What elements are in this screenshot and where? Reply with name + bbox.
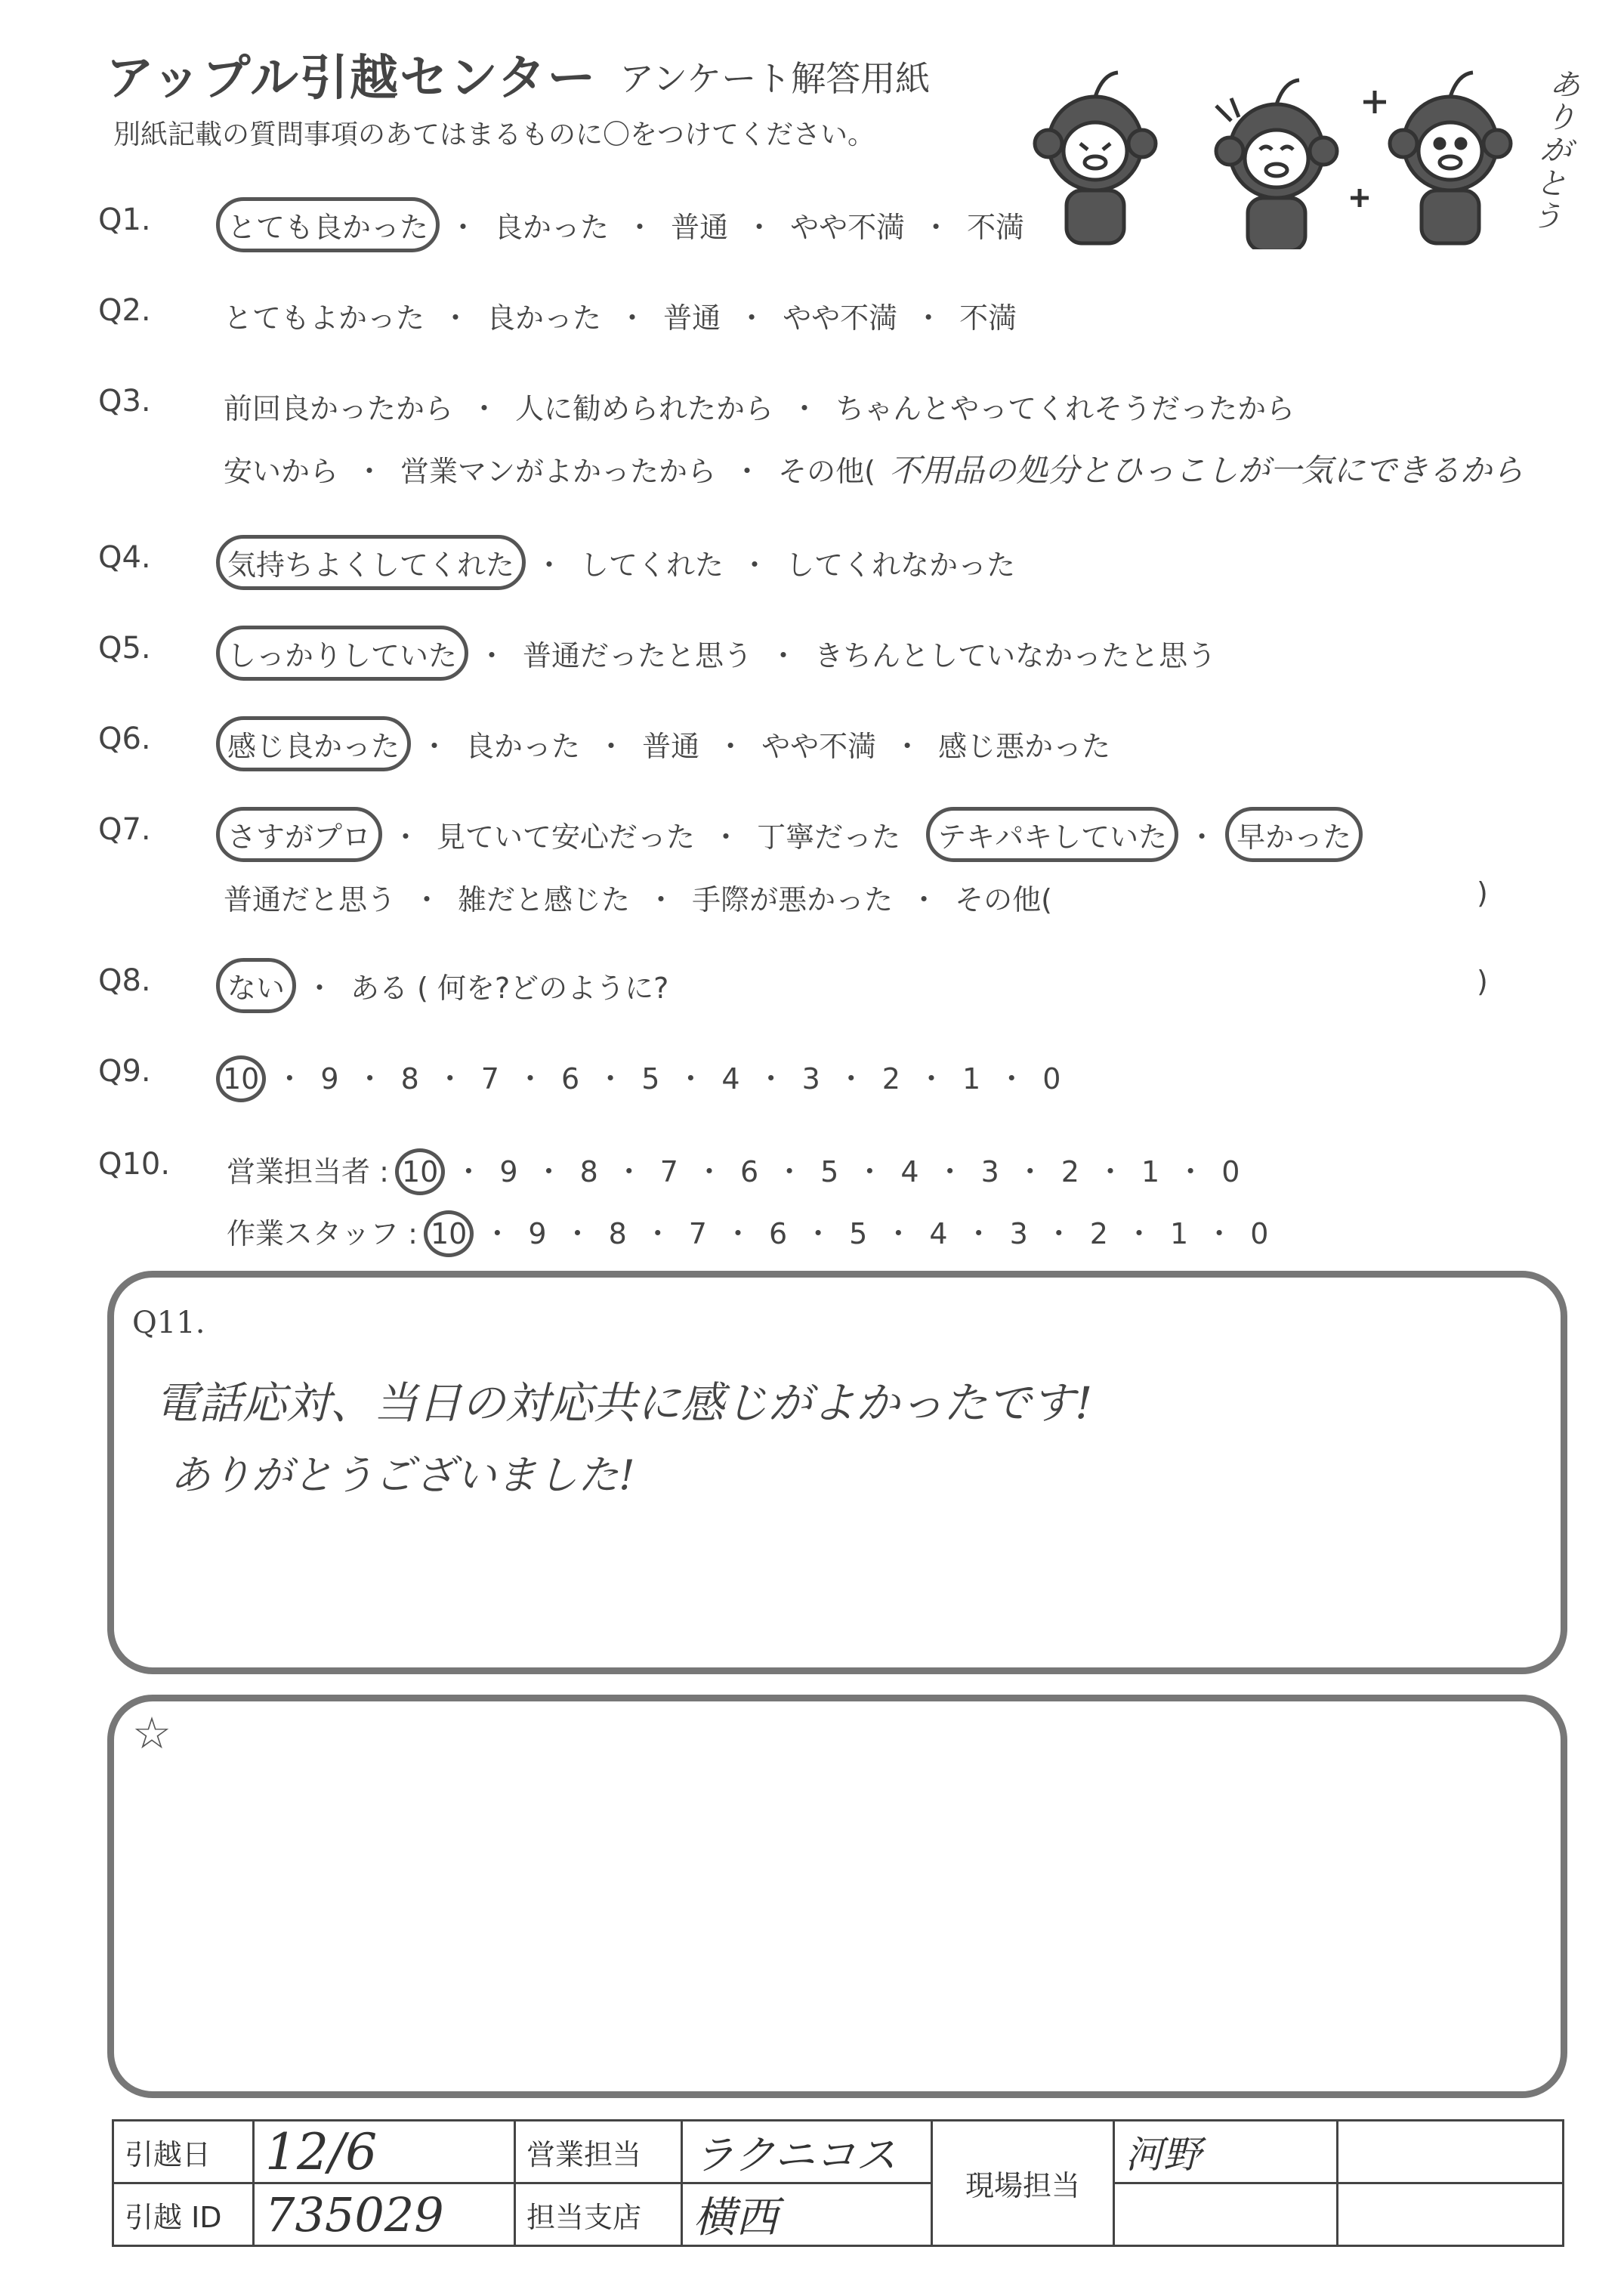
q10-label: Q10. xyxy=(98,1147,171,1182)
q10-staff-option[interactable]: 8 xyxy=(608,1217,627,1250)
q3-options-line2: 安いから ・ 営業マンがよかったから ・ その他( 不用品の処分とひっこしが一気にできるから xyxy=(219,446,1524,491)
q3-label: Q3. xyxy=(98,384,151,419)
footer-info-table xyxy=(112,2119,1564,2247)
q7-option[interactable]: 手際が悪かった xyxy=(692,883,894,916)
site-value-row2-extra[interactable] xyxy=(1338,2183,1564,2246)
q9-option[interactable]: 0 xyxy=(1042,1062,1061,1096)
move-id-handwritten: 735029 xyxy=(265,2186,444,2242)
sales-label: 営業担当 xyxy=(515,2121,682,2183)
move-id-value[interactable] xyxy=(254,2183,515,2246)
thanks-handwritten: ありがとう xyxy=(1529,66,1583,236)
q10-staff-option[interactable]: 10 xyxy=(424,1210,474,1257)
q7-other-label[interactable]: その他( xyxy=(955,883,1052,916)
q5-option[interactable]: 普通だったと思う xyxy=(523,639,753,672)
q9-options: 10 ・ 9 ・ 8 ・ 7 ・ 6 ・ 5 ・ 4 ・ 3 ・ 2 ・ 1 ・ 0 xyxy=(219,1055,1065,1097)
branch-handwritten: 横西 xyxy=(693,2193,778,2242)
q10-staff-row: 作業スタッフ : 10 ・ 9 ・ 8 ・ 7 ・ 6 ・ 5 ・ 4 ・ 3 ・ 2 ・ 1 ・ 0 xyxy=(227,1210,1273,1252)
q5-option[interactable]: しっかりしていた xyxy=(216,626,468,681)
q8-close: ) xyxy=(1477,965,1488,998)
q7-options-line2: 普通だと思う ・ 雑だと感じた ・ 手際が悪かった ・ その他( xyxy=(219,876,1057,918)
site-handwritten: 河野 xyxy=(1125,2133,1201,2177)
q7-options-line1: さすがプロ ・ 見ていて安心だった ・ 丁寧だった テキパキしていた ・ 早かった xyxy=(219,814,1360,855)
q10-sales-label: 営業担当者 : xyxy=(227,1155,389,1188)
form-title: アップル引越センター xyxy=(106,51,597,107)
q3-option[interactable]: 営業マンがよかったから xyxy=(400,455,717,488)
site-value[interactable] xyxy=(1114,2121,1338,2183)
monkey-mascots-illustration xyxy=(1027,53,1556,249)
q4-label: Q4. xyxy=(98,540,151,575)
q7-option[interactable]: テキパキしていた xyxy=(926,807,1178,862)
q4-option[interactable]: してくれなかった xyxy=(786,549,1016,582)
q10-sales-option[interactable]: 8 xyxy=(579,1155,598,1188)
q10-staff-option[interactable]: 6 xyxy=(768,1217,788,1250)
q9-option[interactable]: 4 xyxy=(721,1062,740,1096)
q9-label: Q9. xyxy=(98,1054,151,1089)
q10-staff-label: 作業スタッフ : xyxy=(227,1217,418,1250)
q7-option[interactable]: 見ていて安心だった xyxy=(437,820,696,854)
site-value-extra[interactable] xyxy=(1338,2121,1564,2183)
q3-options-line1: 前回良かったから ・ 人に勧められたから ・ ちゃんとやってくれそうだったから xyxy=(219,385,1299,427)
q10-sales-option[interactable]: 3 xyxy=(980,1155,999,1188)
move-id-label: 引越 ID xyxy=(113,2183,254,2246)
q2-option[interactable]: 普通 xyxy=(663,301,721,335)
q10-staff-option[interactable]: 9 xyxy=(528,1217,547,1250)
q7-other-close: ) xyxy=(1477,876,1488,910)
q7-option[interactable]: 早かった xyxy=(1225,807,1363,862)
q8-options: ない ・ ある ( 何を?どのように? xyxy=(219,965,673,1006)
branch-value[interactable] xyxy=(682,2183,932,2246)
q5-options: しっかりしていた ・ 普通だったと思う ・ きちんとしていなかったと思う xyxy=(219,632,1221,674)
q9-option[interactable]: 1 xyxy=(962,1062,981,1096)
q1-option[interactable]: とても良かった xyxy=(216,197,440,252)
q8-option[interactable]: ある ( 何を?どのように? xyxy=(350,972,669,1005)
q9-option[interactable]: 8 xyxy=(400,1062,419,1096)
q9-option[interactable]: 2 xyxy=(881,1062,900,1096)
q2-options: とてもよかった ・ 良かった ・ 普通 ・ やや不満 ・ 不満 xyxy=(219,295,1021,336)
q6-option[interactable]: 感じ悪かった xyxy=(938,730,1111,763)
q1-option[interactable]: 良かった xyxy=(494,211,610,244)
q2-option[interactable]: とてもよかった xyxy=(224,301,425,335)
q10-staff-option[interactable]: 2 xyxy=(1089,1217,1108,1250)
sales-handwritten: ラクニコス xyxy=(693,2131,897,2179)
instructions: 別紙記載の質問事項のあてはまるものに〇をつけてください。 xyxy=(113,119,875,150)
q1-option[interactable]: やや不満 xyxy=(790,211,906,244)
q3-option[interactable]: 人に勧められたから xyxy=(515,392,774,425)
q9-option[interactable]: 5 xyxy=(641,1062,660,1096)
q10-sales-row: 営業担当者 : 10 ・ 9 ・ 8 ・ 7 ・ 6 ・ 5 ・ 4 ・ 3 ・ 2 ・ 1 ・ 0 xyxy=(227,1148,1244,1190)
q10-staff-option[interactable]: 7 xyxy=(688,1217,707,1250)
sales-value[interactable] xyxy=(682,2121,932,2183)
q10-staff-option[interactable]: 5 xyxy=(849,1217,868,1250)
q10-sales-option[interactable]: 1 xyxy=(1141,1155,1160,1188)
q6-option[interactable]: 普通 xyxy=(642,730,700,763)
q10-sales-option[interactable]: 7 xyxy=(659,1155,678,1188)
q6-option[interactable]: 良かった xyxy=(465,730,581,763)
q10-sales-option[interactable]: 10 xyxy=(395,1148,445,1195)
q5-option[interactable]: きちんとしていなかったと思う xyxy=(814,639,1217,672)
move-date-label: 引越日 xyxy=(113,2121,254,2183)
q6-label: Q6. xyxy=(98,722,151,756)
site-label: 現場担当 xyxy=(932,2121,1114,2246)
q11-label: Q11. xyxy=(132,1306,205,1340)
q4-option[interactable]: してくれた xyxy=(580,549,724,582)
q1-options: とても良かった ・ 良かった ・ 普通 ・ やや不満 ・ 不満 xyxy=(219,204,1029,246)
q6-option[interactable]: やや不満 xyxy=(761,730,877,763)
star-icon: ☆ xyxy=(132,1707,171,1759)
branch-label: 担当支店 xyxy=(515,2183,682,2246)
q2-option[interactable]: 不満 xyxy=(959,301,1017,335)
q6-option[interactable]: 感じ良かった xyxy=(216,716,411,771)
q4-option[interactable]: 気持ちよくしてくれた xyxy=(216,535,526,590)
star-comment-box[interactable] xyxy=(107,1695,1567,2098)
q9-option[interactable]: 10 xyxy=(216,1055,266,1102)
q2-option[interactable]: やや不満 xyxy=(783,301,898,335)
q3-option[interactable]: 前回良かったから xyxy=(224,392,454,425)
q1-option[interactable]: 不満 xyxy=(967,211,1025,244)
q10-sales-option[interactable]: 6 xyxy=(739,1155,759,1188)
q2-label: Q2. xyxy=(98,293,151,328)
form-subtitle: アンケート解答用紙 xyxy=(619,58,931,99)
q8-label: Q8. xyxy=(98,963,151,998)
q9-option[interactable]: 3 xyxy=(801,1062,820,1096)
q3-other-handwritten[interactable]: 不用品の処分とひっこしが一気にできるから xyxy=(888,452,1524,489)
q9-option[interactable]: 6 xyxy=(560,1062,580,1096)
q1-label: Q1. xyxy=(98,202,151,237)
q11-comment-line1: 電話応対、当日の対応共に感じがよかったです! xyxy=(155,1377,1093,1429)
q10-sales-option[interactable]: 4 xyxy=(900,1155,919,1188)
q9-option[interactable]: 7 xyxy=(480,1062,499,1096)
q11-comment-line2: ありがとうございました! xyxy=(170,1451,635,1499)
q1-option[interactable]: 普通 xyxy=(671,211,729,244)
q10-sales-option[interactable]: 5 xyxy=(820,1155,839,1188)
q7-option[interactable]: 丁寧だった xyxy=(757,820,901,854)
q10-staff-option[interactable]: 1 xyxy=(1169,1217,1189,1250)
q10-staff-option[interactable]: 3 xyxy=(1009,1217,1028,1250)
q5-label: Q5. xyxy=(98,631,151,666)
move-date-handwritten: 12/6 xyxy=(265,2122,378,2181)
q10-sales-option[interactable]: 9 xyxy=(499,1155,518,1188)
q8-option[interactable]: ない xyxy=(216,958,296,1013)
q4-options: 気持ちよくしてくれた ・ してくれた ・ してくれなかった xyxy=(219,542,1020,583)
q7-option[interactable]: 普通だと思う xyxy=(224,883,397,916)
q2-option[interactable]: 良かった xyxy=(486,301,602,335)
q10-staff-option[interactable]: 0 xyxy=(1250,1217,1269,1250)
q9-option[interactable]: 9 xyxy=(320,1062,339,1096)
q3-option[interactable]: ちゃんとやってくれそうだったから xyxy=(835,392,1295,425)
q6-options: 感じ良かった ・ 良かった ・ 普通 ・ やや不満 ・ 感じ悪かった xyxy=(219,723,1115,765)
move-date-value[interactable] xyxy=(254,2121,515,2183)
q3-option[interactable]: 安いから xyxy=(224,455,339,488)
q3-other-label: その他( xyxy=(778,455,875,488)
q7-option[interactable]: さすがプロ xyxy=(216,807,382,862)
q10-sales-option[interactable]: 0 xyxy=(1221,1155,1240,1188)
q10-sales-option[interactable]: 2 xyxy=(1061,1155,1079,1188)
site-value-row2[interactable] xyxy=(1114,2183,1338,2246)
q7-label: Q7. xyxy=(98,812,151,847)
q10-staff-option[interactable]: 4 xyxy=(929,1217,948,1250)
q7-option[interactable]: 雑だと感じた xyxy=(458,883,631,916)
